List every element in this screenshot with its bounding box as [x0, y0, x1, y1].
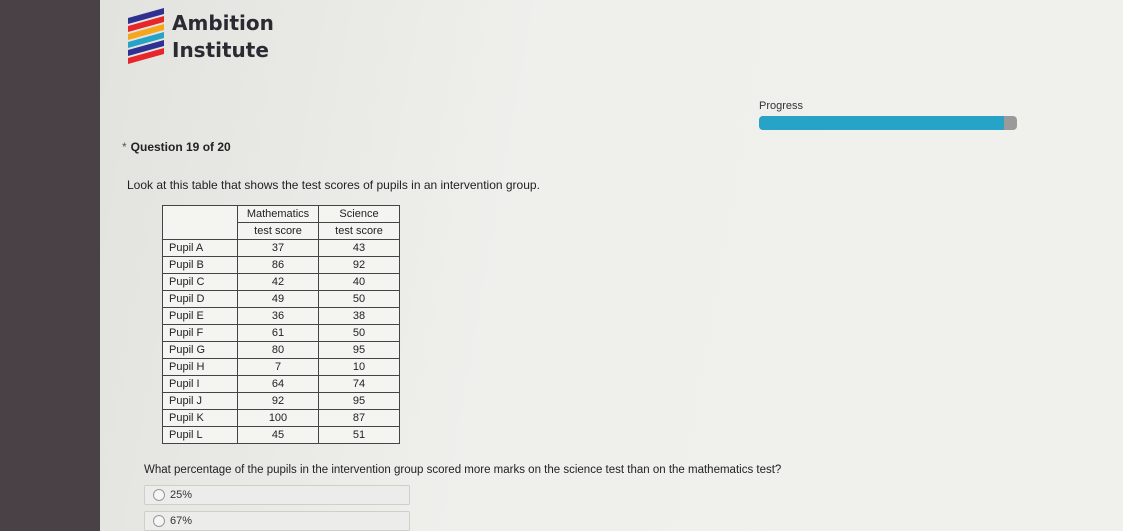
math-header: Mathematics — [238, 206, 319, 223]
math-score-cell: 100 — [238, 410, 319, 427]
pupil-name-cell: Pupil A — [163, 240, 238, 257]
math-score-cell: 7 — [238, 359, 319, 376]
question-text: What percentage of the pupils in the intervention group scored more marks on the science test than on the mathematics test? — [144, 464, 782, 476]
science-score-cell: 74 — [319, 376, 400, 393]
logo-line-2: Institute — [172, 38, 269, 62]
radio-button-icon[interactable] — [153, 489, 165, 501]
pupil-name-cell: Pupil E — [163, 308, 238, 325]
answer-option-2[interactable] — [144, 511, 410, 531]
pupil-name-cell: Pupil L — [163, 427, 238, 444]
math-score-cell: 64 — [238, 376, 319, 393]
answer-option-label: 67% — [170, 515, 193, 527]
progress-bar-fill — [759, 116, 1004, 130]
header-blank-cell — [163, 206, 238, 240]
pupil-name-cell: Pupil B — [163, 257, 238, 274]
question-number-text: Question 19 of 20 — [130, 140, 231, 154]
science-score-cell: 95 — [319, 393, 400, 410]
math-score-cell: 92 — [238, 393, 319, 410]
science-score-cell: 10 — [319, 359, 400, 376]
table-row — [163, 274, 400, 291]
progress-bar — [759, 116, 1017, 130]
question-number — [122, 140, 231, 154]
science-score-cell: 50 — [319, 325, 400, 342]
table-row — [163, 308, 400, 325]
science-score-cell: 51 — [319, 427, 400, 444]
pupil-name-cell: Pupil G — [163, 342, 238, 359]
science-header: Science — [319, 206, 400, 223]
science-score-cell: 95 — [319, 342, 400, 359]
ambition-institute-logo — [124, 8, 274, 68]
table-row — [163, 359, 400, 376]
pupil-name-cell: Pupil J — [163, 393, 238, 410]
math-score-cell: 49 — [238, 291, 319, 308]
science-score-cell: 92 — [319, 257, 400, 274]
required-star-icon: * — [122, 140, 127, 154]
math-score-cell: 61 — [238, 325, 319, 342]
radio-button-icon[interactable] — [153, 515, 165, 527]
pupil-name-cell: Pupil C — [163, 274, 238, 291]
quiz-screen — [100, 0, 1123, 531]
pupil-name-cell: Pupil K — [163, 410, 238, 427]
math-header-sub: test score — [238, 223, 319, 240]
science-score-cell: 50 — [319, 291, 400, 308]
pupil-name-cell: Pupil H — [163, 359, 238, 376]
progress-label: Progress — [759, 100, 804, 112]
science-score-cell: 40 — [319, 274, 400, 291]
question-prompt: Look at this table that shows the test scores of pupils in an intervention group. — [127, 178, 540, 192]
table-row — [163, 376, 400, 393]
pupil-name-cell: Pupil I — [163, 376, 238, 393]
table-row — [163, 291, 400, 308]
math-score-cell: 80 — [238, 342, 319, 359]
pupil-name-cell: Pupil D — [163, 291, 238, 308]
science-header-sub: test score — [319, 223, 400, 240]
table-row — [163, 342, 400, 359]
math-score-cell: 36 — [238, 308, 319, 325]
logo-wordmark — [172, 10, 274, 64]
science-score-cell: 43 — [319, 240, 400, 257]
logo-stripes-icon — [124, 8, 168, 66]
table-row — [163, 427, 400, 444]
table-row — [163, 240, 400, 257]
math-score-cell: 86 — [238, 257, 319, 274]
table-row — [163, 257, 400, 274]
math-score-cell: 37 — [238, 240, 319, 257]
math-score-cell: 45 — [238, 427, 319, 444]
logo-line-1: Ambition — [172, 11, 274, 35]
answer-option-label: 25% — [170, 489, 193, 501]
table-header-row — [163, 206, 400, 223]
pupil-name-cell: Pupil F — [163, 325, 238, 342]
science-score-cell: 87 — [319, 410, 400, 427]
table-row — [163, 393, 400, 410]
science-score-cell: 38 — [319, 308, 400, 325]
answer-option-1[interactable] — [144, 485, 410, 505]
table-row — [163, 325, 400, 342]
scores-table — [162, 205, 400, 444]
table-row — [163, 410, 400, 427]
math-score-cell: 42 — [238, 274, 319, 291]
